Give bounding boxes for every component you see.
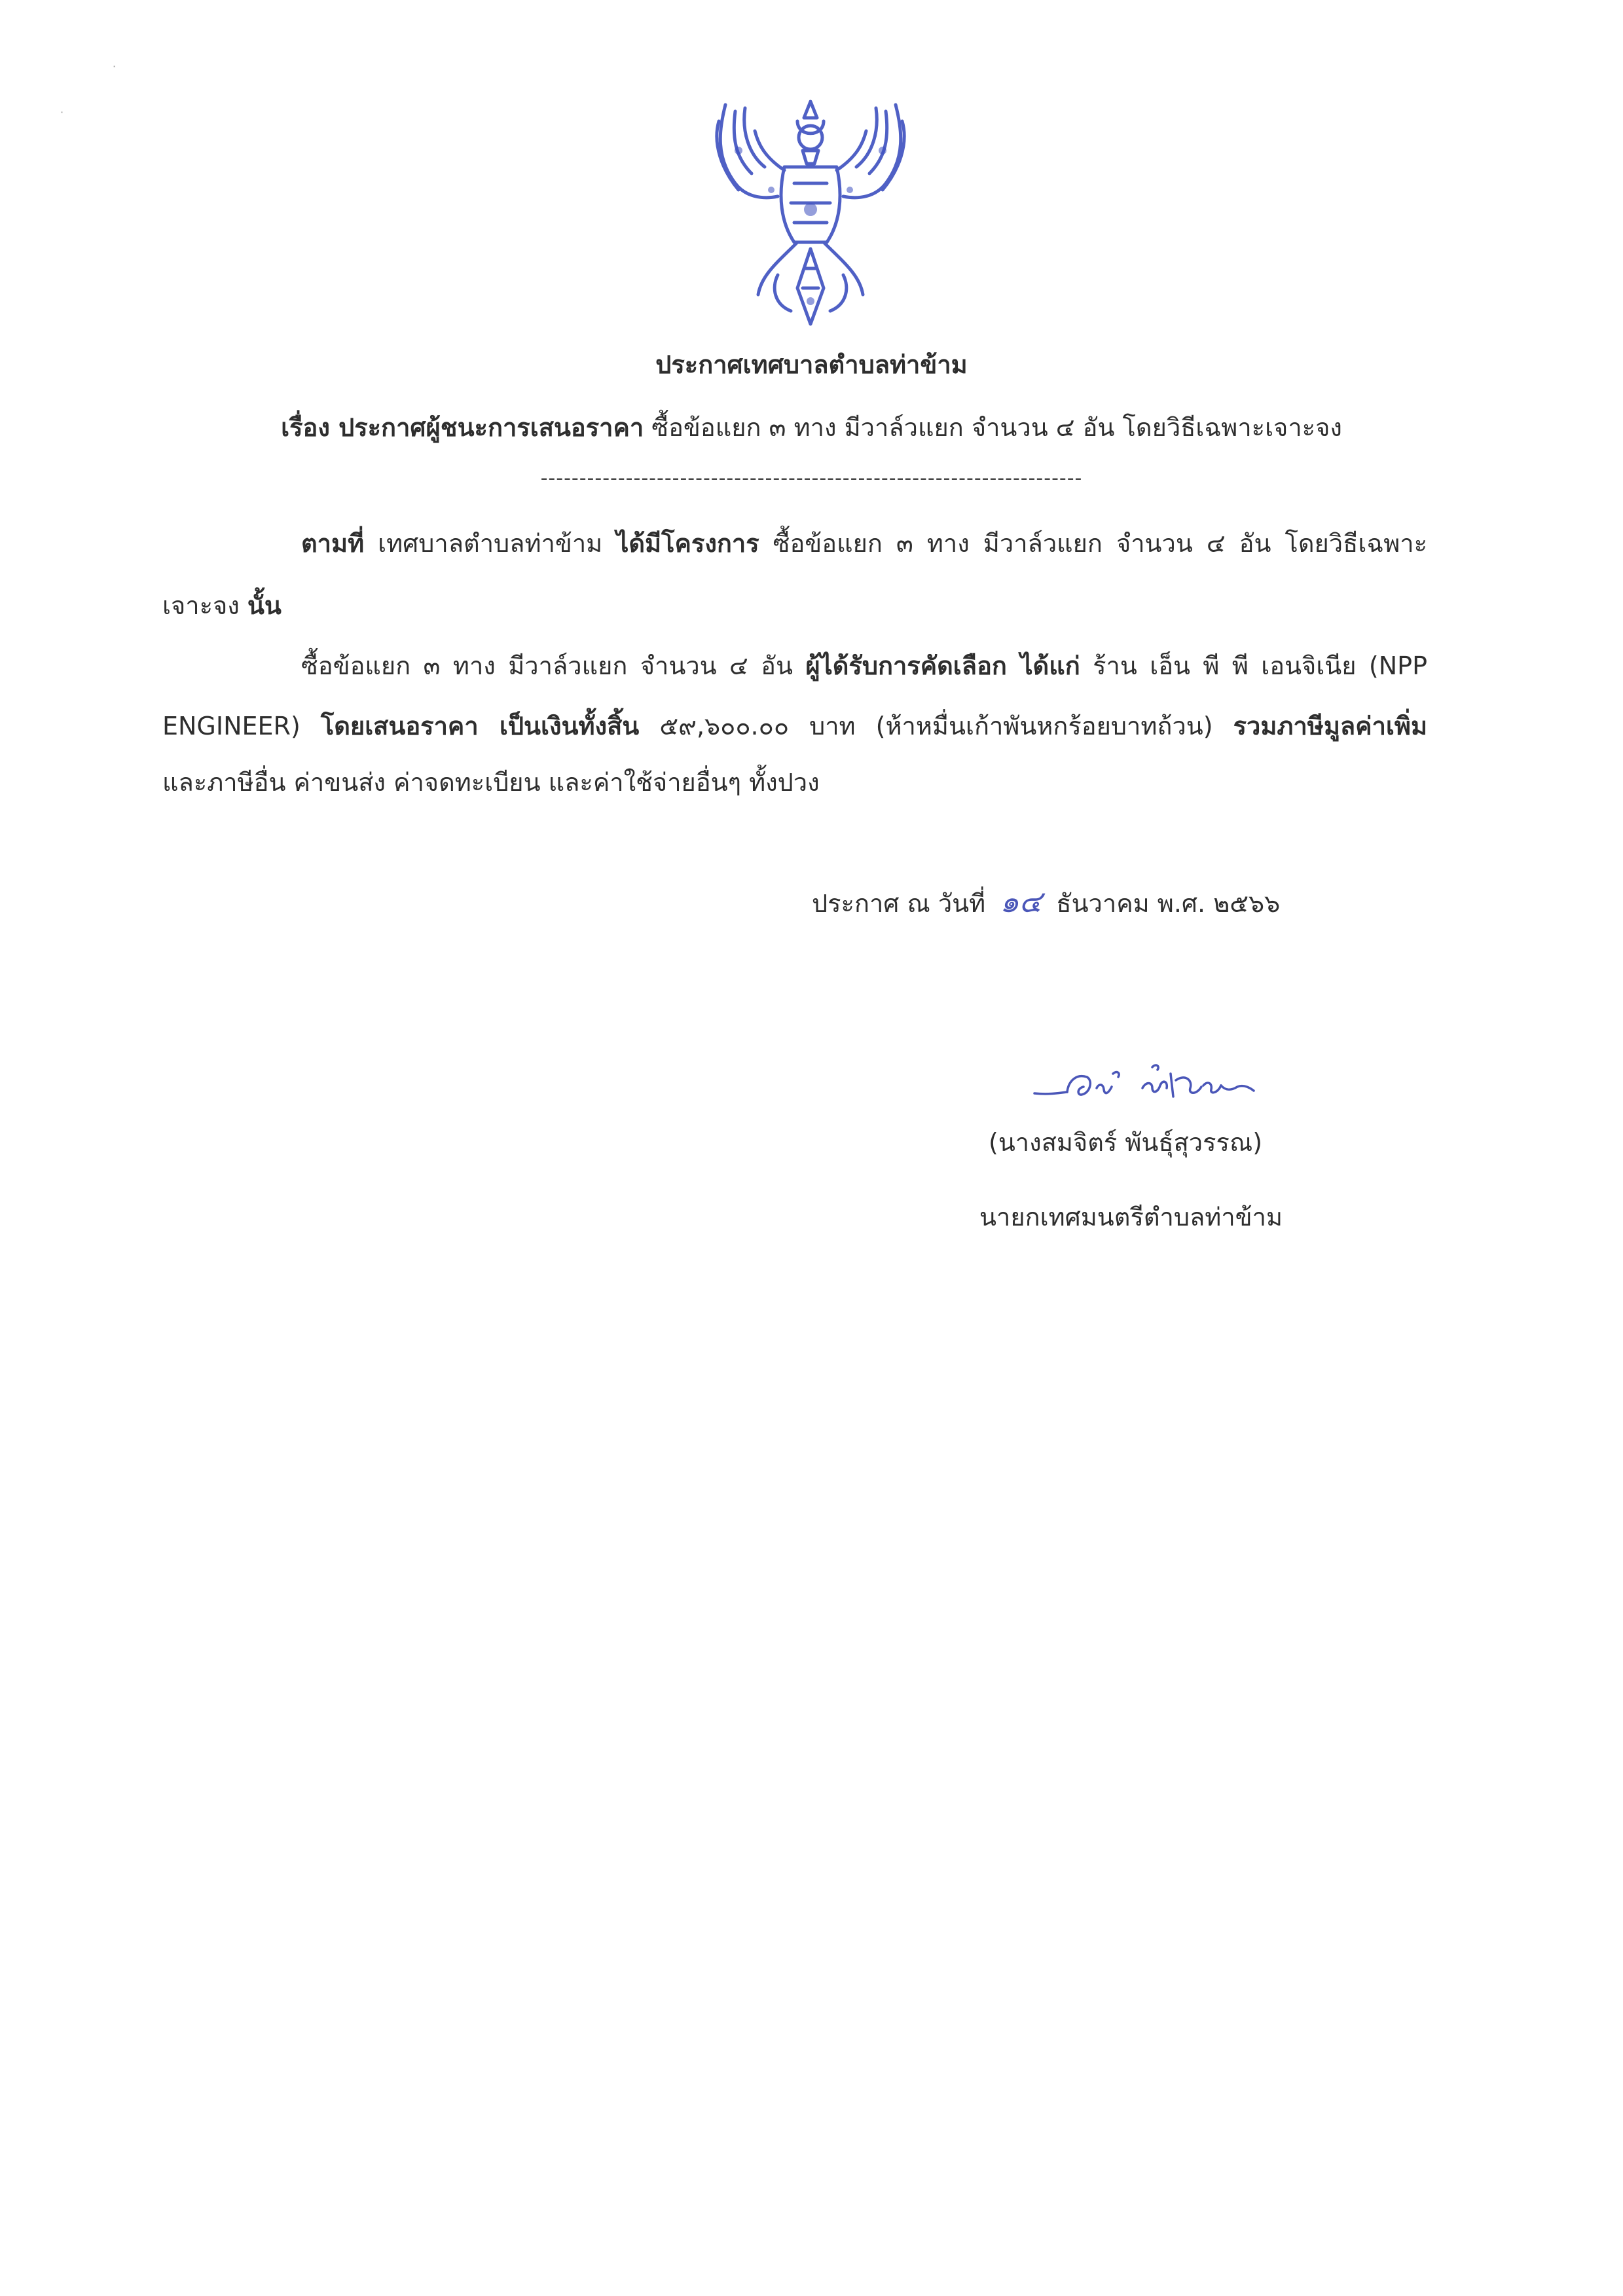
- scan-speck: ·: [60, 106, 64, 118]
- date-prefix: ประกาศ ณ วันที่: [812, 889, 986, 918]
- announcement-subject: [0, 411, 1623, 444]
- p2-amount: ๕๙,๖๐๐.๐๐ บาท (ห้าหมื่นเก้าพันหกร้อยบาทถ้วน): [639, 712, 1233, 740]
- scan-speck: ·: [113, 60, 117, 73]
- p1-end: นั้น: [247, 591, 282, 620]
- p2-vendor-cont: ENGINEER): [162, 712, 321, 740]
- handwritten-signature: [1021, 1048, 1283, 1120]
- subject-label: เรื่อง ประกาศผู้ชนะการเสนอราคา: [281, 413, 644, 442]
- p2-bold2: โดยเสนอราคา เป็นเงินทั้งสิ้น: [320, 712, 640, 740]
- paragraph-2-line-3: และภาษีอื่น ค่าขนส่ง ค่าจดทะเบียน และค่าใช้จ่ายอื่นๆ ทั้งปวง: [162, 768, 820, 797]
- p1-cont: เจาะจง: [162, 591, 247, 620]
- p1-lead: ตามที่: [301, 529, 365, 558]
- p2-bold3: รวมภาษีมูลค่าเพิ่ม: [1233, 712, 1428, 740]
- p2-bold: ผู้ได้รับการคัดเลือก ได้แก่: [805, 651, 1080, 680]
- p1-bold: ได้มีโครงการ: [616, 529, 759, 558]
- signatory-position: นายกเทศมนตรีตำบลท่าข้าม: [979, 1203, 1283, 1231]
- announcement-date: [812, 885, 1280, 920]
- announcement-organization: ประกาศเทศบาลตำบลท่าข้าม: [655, 350, 968, 379]
- paragraph-2-line-1: [301, 649, 1427, 682]
- garuda-emblem: [699, 92, 922, 334]
- p1-rest: ซื้อข้อแยก ๓ ทาง มีวาล์วแยก จำนวน ๔ อัน โดยวิธีเฉพาะ: [759, 529, 1428, 558]
- p2-vendor: ร้าน เอ็น พี พี เอนจิเนีย (NPP: [1080, 651, 1428, 680]
- date-day-handwritten: ๑๔: [1000, 884, 1042, 919]
- subject-text: ซื้อข้อแยก ๓ ทาง มีวาล์วแยก จำนวน ๔ อัน โดยวิธีเฉพาะเจาะจง: [644, 413, 1342, 442]
- paragraph-2-line-2: [162, 710, 1427, 742]
- header-divider: ----------------------------------------------------------------------: [540, 467, 1083, 490]
- p2-item: ซื้อข้อแยก ๓ ทาง มีวาล์วแยก จำนวน ๔ อัน: [301, 651, 806, 680]
- signatory-name: (นางสมจิตร์ พันธุ์สุวรรณ): [989, 1128, 1263, 1157]
- date-month-year: ธันวาคม พ.ศ. ๒๕๖๖: [1056, 889, 1281, 918]
- p1-org: เทศบาลตำบลท่าข้าม: [364, 529, 617, 558]
- paragraph-1-line-2: [162, 589, 282, 622]
- paragraph-1-line-1: [301, 527, 1427, 560]
